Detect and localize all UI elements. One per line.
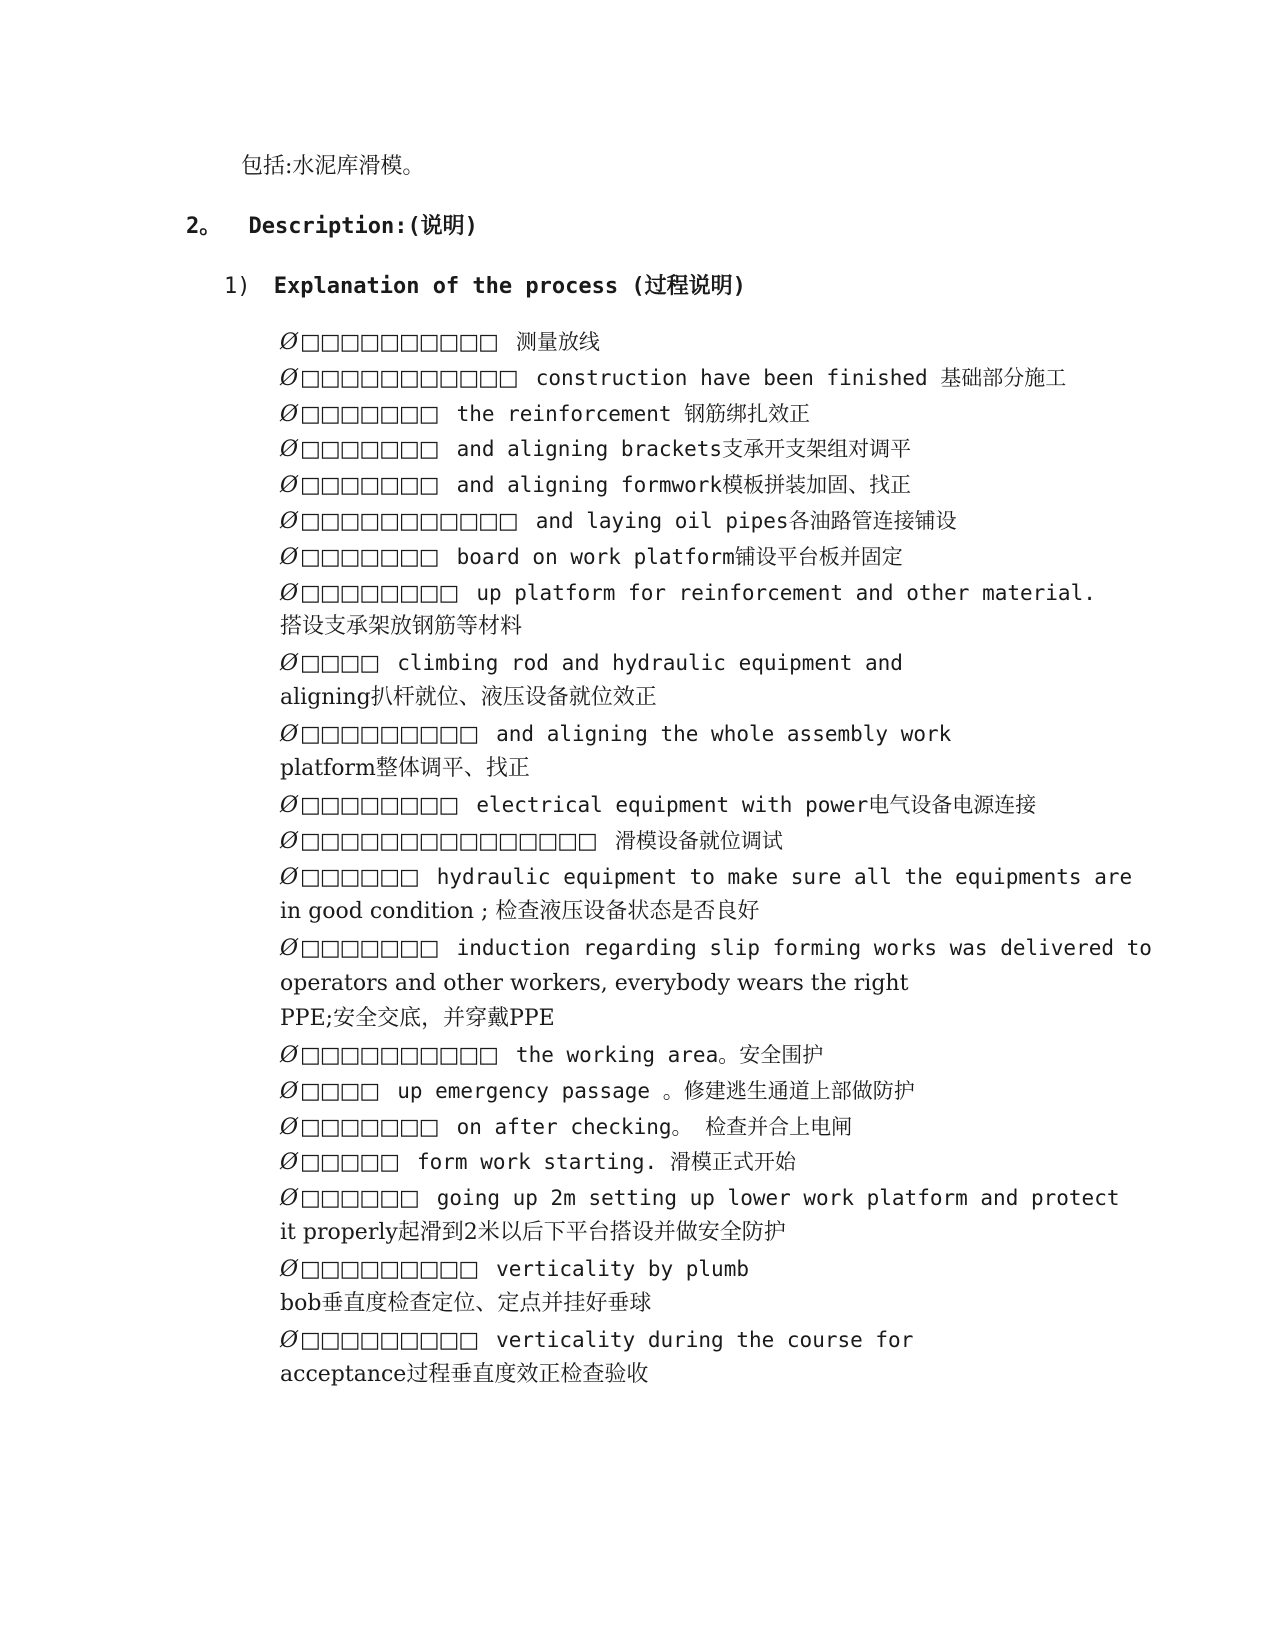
bullet-icon: Ø [280,793,299,818]
list-item: Ø□□□□□□ going up 2m setting up lower work platform and protect [280,1185,1120,1211]
list-item: Ø□□□□□□□□□□□ and laying oil pipes各油路管连接铺设 [280,508,957,534]
list-item: Ø□□□□□□□ board on work platform铺设平台板并固定 [280,544,903,570]
list-item-continuation: in good condition ; 检查液压设备状态是否良好 [280,899,760,924]
bullet-icon: Ø [280,1150,299,1175]
list-item-continuation: bob垂直度检查定位、定点并挂好垂球 [280,1291,652,1316]
bullet-icon: Ø [280,651,299,676]
list-item: Ø□□□□□□□ the reinforcement 钢筋绑扎效正 [280,401,811,427]
section-title: Description:(说明) [248,214,478,239]
list-item: Ø□□□□□□□□□ and aligning the whole assembly work [280,721,952,747]
list-item: Ø□□□□ up emergency passage 。修建逃生通道上部做防护 [280,1078,915,1104]
list-item: Ø□□□□□□□□□ verticality during the course for [280,1327,914,1353]
list-item-continuation: acceptance过程垂直度效正检查验收 [280,1362,649,1387]
bullet-icon: Ø [280,366,299,391]
bullet-icon: Ø [280,1115,299,1140]
list-item: Ø□□□□□□□□□□□□□□□ 滑模设备就位调试 [280,828,783,854]
subsection-number: 1) [224,274,251,299]
list-item: Ø□□□□□ form work starting. 滑模正式开始 [280,1149,796,1175]
list-item: Ø□□□□□□□□ electrical equipment with power电气设备电源连接 [280,792,1037,818]
bullet-icon: Ø [280,437,299,462]
bullet-icon: Ø [280,1328,299,1353]
section-number: 2。 [186,214,222,239]
bullet-icon: Ø [280,545,299,570]
bullet-icon: Ø [280,581,299,606]
bullet-icon: Ø [280,509,299,534]
list-item-continuation: it properly起滑到2米以后下平台搭设并做安全防护 [280,1220,786,1245]
list-item: Ø□□□□□□□□□□□ construction have been finished 基础部分施工 [280,365,1067,391]
bullet-icon: Ø [280,1257,299,1282]
bullet-icon: Ø [280,936,299,961]
bullet-icon: Ø [280,1043,299,1068]
list-item: Ø□□□□ climbing rod and hydraulic equipment and [280,650,903,676]
bullet-icon: Ø [280,722,299,747]
list-item: Ø□□□□□□□□□ verticality by plumb [280,1256,749,1282]
list-item-continuation: PPE;安全交底，并穿戴PPE [280,1006,555,1031]
bullet-icon: Ø [280,330,299,355]
list-item-continuation: 搭设支承架放钢筋等材料 [280,614,523,639]
bullet-icon: Ø [280,473,299,498]
list-item-continuation: aligning扒杆就位、液压设备就位效正 [280,685,657,710]
list-item: Ø□□□□□□□ induction regarding slip forming works was delivered to [280,935,1152,961]
list-item: Ø□□□□□□□□□□ 测量放线 [280,329,600,355]
list-item: Ø□□□□□□ hydraulic equipment to make sure all the equipments are [280,864,1133,890]
subsection-heading [224,272,746,302]
bullet-icon: Ø [280,829,299,854]
list-item: Ø□□□□□□□□ up platform for reinforcement and other material. [280,580,1096,606]
intro-text: 包括:水泥库滑模。 [241,154,425,179]
subsection-title: Explanation of the process (过程说明) [273,274,746,299]
bullet-icon: Ø [280,865,299,890]
bullet-icon: Ø [280,402,299,427]
list-item: Ø□□□□□□□□□□ the working area。安全围护 [280,1042,824,1068]
bullet-icon: Ø [280,1079,299,1104]
list-item: Ø□□□□□□□ and aligning brackets支承开支架组对调平 [280,436,912,462]
section-heading [186,212,478,242]
list-item: Ø□□□□□□□ and aligning formwork模板拼装加固、找正 [280,472,912,498]
list-item-continuation: operators and other workers, everybody wears the right [280,971,909,996]
list-item: Ø□□□□□□□ on after checking。 检查并合上电闸 [280,1114,853,1140]
bullet-icon: Ø [280,1186,299,1211]
list-item-continuation: platform整体调平、找正 [280,756,530,781]
